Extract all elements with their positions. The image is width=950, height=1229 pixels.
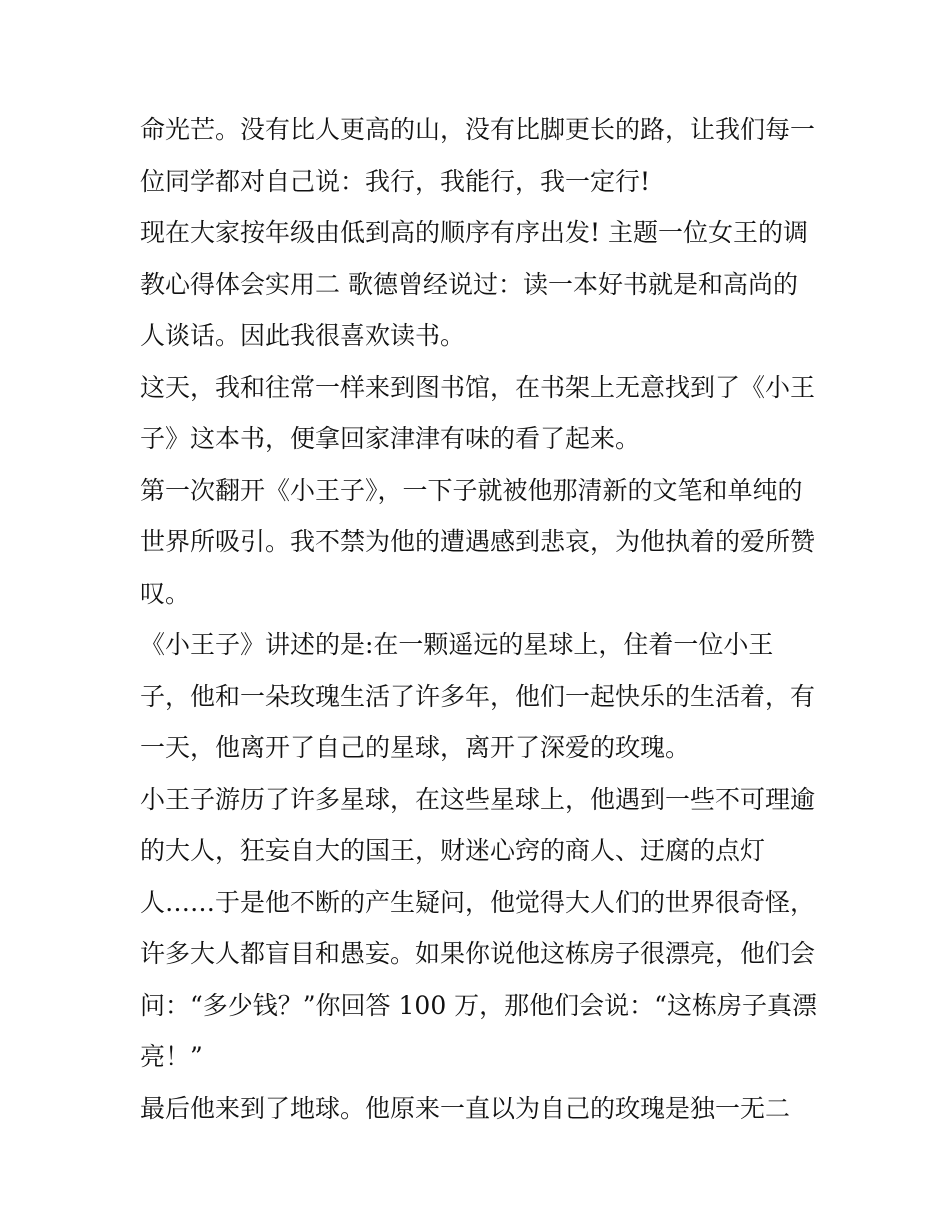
text-line: 世界所吸引。我不禁为他的遭遇感到悲哀，为他执着的爱所赞: [140, 527, 816, 556]
document-body: [140, 104, 817, 1134]
text-line: 亮！”: [140, 1042, 203, 1071]
text-line: 一天，他离开了自己的星球，离开了深爱的玫瑰。: [140, 733, 691, 762]
text-line: 教心得体会实用二 歌德曾经说过：读一本好书就是和高尚的: [140, 269, 798, 299]
text-line: 最后他来到了地球。他原来一直以为自己的玫瑰是独一无二: [140, 1093, 791, 1123]
text-line: 人……于是他不断的产生疑问，他觉得大人们的世界很奇怪，: [140, 887, 816, 917]
text-line: 叹。: [140, 578, 191, 608]
text-line: 《小王子》讲述的是:在一颗遥远的星球上，住着一位小王: [140, 630, 774, 659]
text-line: 问：“多少钱？”你回答 100 万，那他们会说：“这栋房子真漂: [140, 990, 817, 1020]
text-line: 命光芒。没有比人更高的山，没有比脚更长的路，让我们每一: [140, 115, 816, 144]
text-line: 位同学都对自己说：我行，我能行，我一定行!: [140, 166, 651, 196]
text-line: 现在大家按年级由低到高的顺序有序出发! 主题一位女王的调: [140, 218, 808, 247]
text-line: 这天，我和往常一样来到图书馆，在书架上无意找到了《小王: [140, 372, 816, 402]
text-line: 人谈话。因此我很喜欢读书。: [140, 321, 466, 350]
text-line: 的大人，狂妄自大的国王，财迷心窍的商人、迂腐的点灯: [140, 836, 766, 865]
text-line: 子，他和一朵玫瑰生活了许多年，他们一起快乐的生活着，有: [140, 681, 816, 711]
text-line: 小王子游历了许多星球，在这些星球上，他遇到一些不可理逾: [140, 784, 816, 814]
text-line: 子》这本书，便拿回家津津有味的看了起来。: [140, 424, 641, 453]
text-line: 许多大人都盲目和愚妄。如果你说他这栋房子很漂亮，他们会: [140, 939, 816, 968]
text-line: 第一次翻开《小王子》，一下子就被他那清新的文笔和单纯的: [140, 475, 803, 505]
